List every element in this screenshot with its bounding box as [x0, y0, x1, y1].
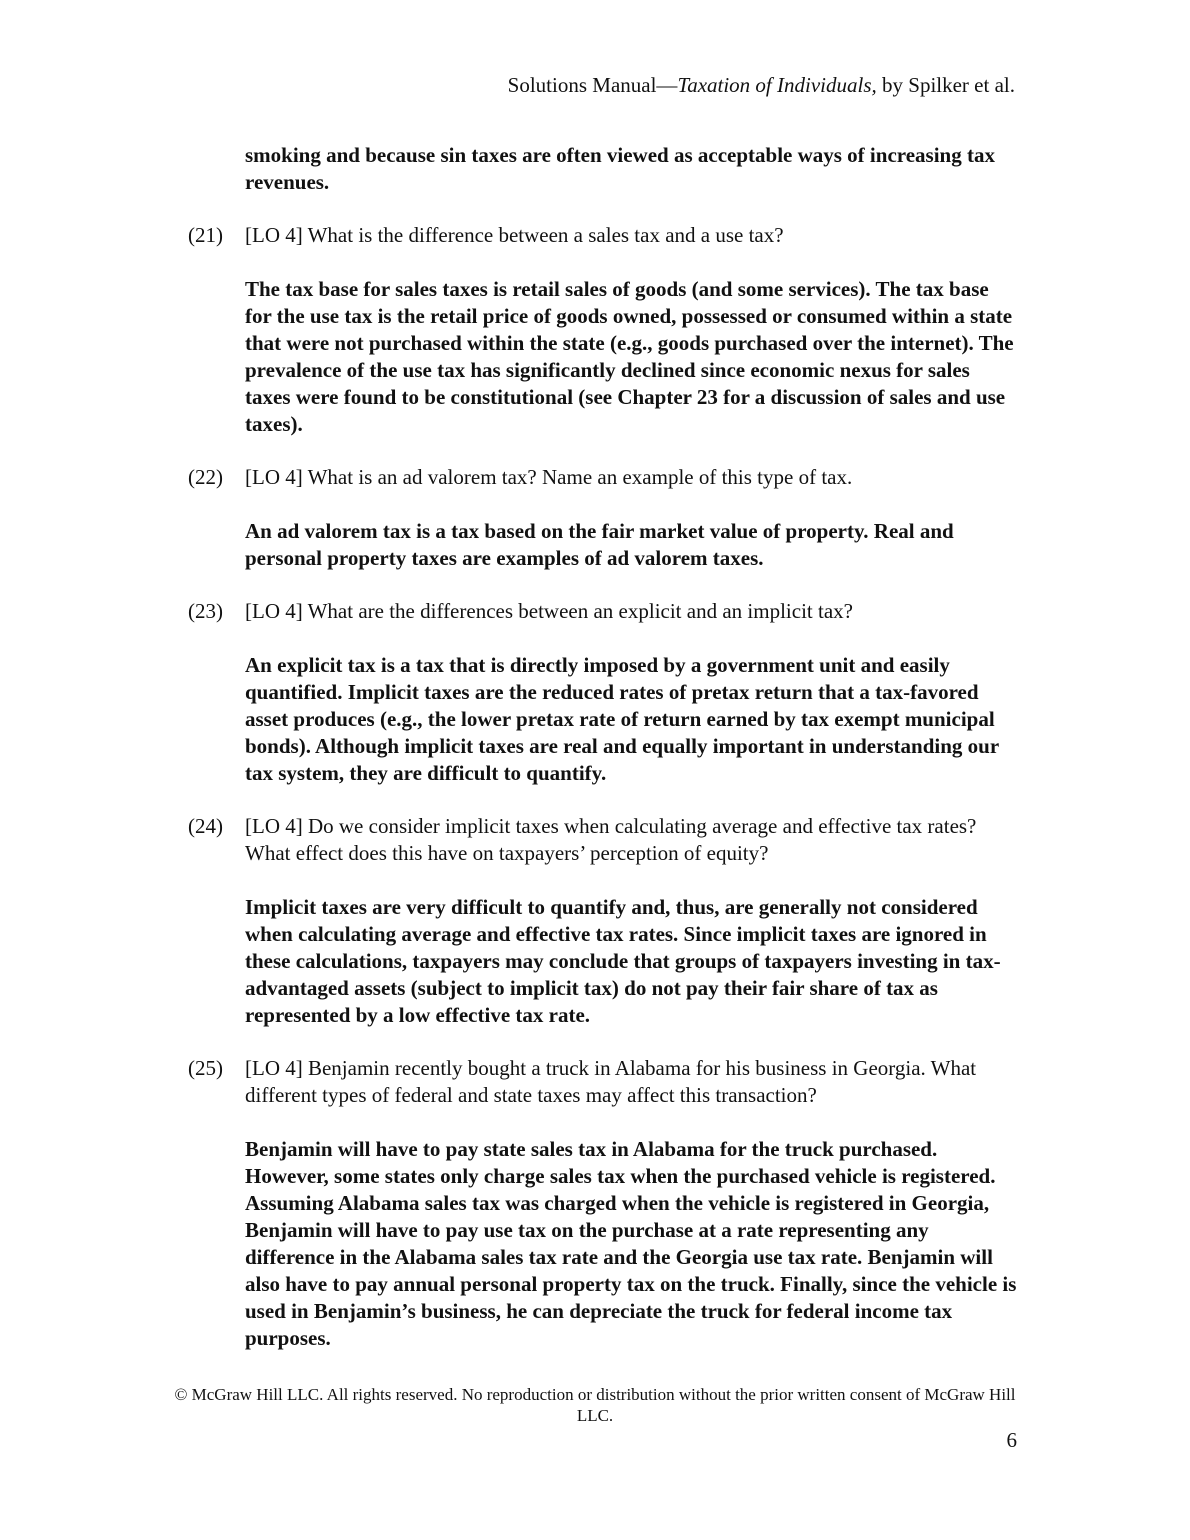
- question: [188, 598, 1018, 625]
- answer-text: The tax base for sales taxes is retail sales of goods (and some services). The tax base for the use tax is the retail price of goods owned, possessed or consumed within a state that were not purchased within the state (e.g., goods purchased over the internet). The prevalence of the use tax has significantly declined since economic nexus for sales taxes were found to be constitutional (see Chapter 23 for a discussion of sales and use taxes).: [245, 277, 1014, 436]
- answer-text: Implicit taxes are very difficult to quantify and, thus, are generally not considered when calculating average and effective tax rates. Since implicit taxes are ignored in these calculations, taxpayers may conclude that groups of taxpayers investing in tax-advantaged assets (subject to implicit tax) do not pay their fair share of tax as represented by a low effective tax rate.: [245, 895, 1001, 1027]
- question: [188, 464, 1018, 491]
- question-block-22: [188, 464, 1018, 572]
- question: [188, 1055, 1018, 1109]
- question-block-24: [188, 813, 1018, 1029]
- header-suffix: by Spilker et al.: [876, 73, 1015, 97]
- answer-text: An explicit tax is a tax that is directly imposed by a government unit and easily quantified. Implicit taxes are the reduced rates of pretax return that a tax-favored asset produces (e.g., the lower pretax rate of return earned by tax exempt municipal bonds). Although implicit taxes are real and equally important in understanding our tax system, they are difficult to quantify.: [245, 653, 999, 785]
- question-number: (22): [188, 465, 223, 489]
- question-number: (21): [188, 223, 223, 247]
- question-text: [LO 4] Do we consider implicit taxes when calculating average and effective tax rates? What effect does this have on taxpayers’ perception of equity?: [245, 814, 977, 865]
- question-number: (23): [188, 599, 223, 623]
- answer-text: An ad valorem tax is a tax based on the fair market value of property. Real and personal property taxes are examples of ad valorem taxes.: [245, 519, 954, 570]
- question-text: [LO 4] What is an ad valorem tax? Name an example of this type of tax.: [245, 465, 853, 489]
- question-block-21: [188, 222, 1018, 438]
- continued-answer: smoking and because sin taxes are often viewed as acceptable ways of increasing tax revenues.: [245, 143, 995, 194]
- question-block-25: [188, 1055, 1018, 1352]
- header-prefix: Solutions Manual—: [507, 73, 678, 97]
- question-number: (24): [188, 814, 223, 838]
- question-text: [LO 4] What are the differences between an explicit and an implicit tax?: [245, 599, 853, 623]
- page-header: [508, 72, 1015, 98]
- question-text: [LO 4] What is the difference between a sales tax and a use tax?: [245, 223, 784, 247]
- question-text: [LO 4] Benjamin recently bought a truck in Alabama for his business in Georgia. What different types of federal and state taxes may affect this transaction?: [245, 1056, 977, 1107]
- question: [188, 813, 1018, 867]
- question-number: (25): [188, 1056, 223, 1080]
- page-content: [188, 142, 1018, 1352]
- header-book-title: Taxation of Individuals,: [677, 73, 877, 97]
- question-block-23: [188, 598, 1018, 787]
- copyright-footer: © McGraw Hill LLC. All rights reserved. No reproduction or distribution without the prior written consent of McGraw Hill LLC.: [174, 1385, 1016, 1425]
- page-number: 6: [1006, 1428, 1017, 1452]
- question: [188, 222, 1018, 249]
- answer-text: Benjamin will have to pay state sales tax in Alabama for the truck purchased. However, some states only charge sales tax when the purchased vehicle is registered. Assuming Alabama sales tax was charged when the vehicle is registered in Georgia, Benjamin will have to pay use tax on the purchase at a rate representing any difference in the Alabama sales tax rate and the Georgia use tax rate. Benjamin will also have to pay annual personal property tax on the truck. Finally, since the vehicle is used in Benjamin’s business, he can depreciate the truck for federal income tax purposes.: [245, 1137, 1017, 1350]
